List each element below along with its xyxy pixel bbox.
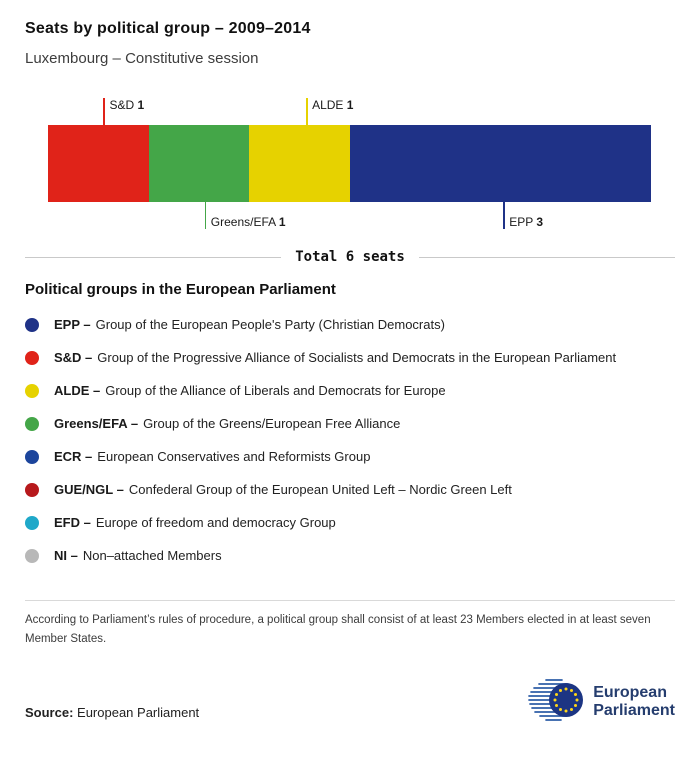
legend-item-gue-ngl	[25, 473, 675, 506]
legend-title: Political groups in the European Parliament	[25, 281, 336, 298]
callout-text: Greens/EFA 1	[210, 215, 286, 229]
callout-tick	[205, 202, 207, 229]
european-parliament-logo	[526, 677, 675, 728]
legend-dot-efd-icon	[25, 516, 39, 530]
seats-chart	[48, 98, 651, 229]
callout-tick	[103, 98, 105, 125]
legend-abbr: ECR –	[54, 449, 93, 464]
legend-dot-ni-icon	[25, 549, 39, 563]
total-seats-row	[25, 249, 675, 265]
legend-abbr: EPP –	[54, 317, 91, 332]
legend-dot-ecr-icon	[25, 450, 39, 464]
callout-tick	[306, 98, 308, 125]
legend-description: Group of the Alliance of Liberals and Democrats for Europe	[105, 383, 446, 398]
page-subtitle: Luxembourg – Constitutive session	[25, 50, 259, 67]
legend-item-s-d	[25, 341, 675, 374]
callout-text: EPP 3	[509, 215, 544, 229]
legend-description: Group of the European People's Party (Christian Democrats)	[95, 317, 445, 332]
legend-description: Group of the Greens/European Free Alliance	[143, 416, 401, 431]
legend-description: Europe of freedom and democracy Group	[95, 515, 336, 530]
legend-dot-gue-ngl-icon	[25, 483, 39, 497]
footer	[25, 677, 675, 728]
stacked-bar	[48, 125, 651, 202]
legend-list	[25, 308, 675, 572]
source-label: Source:	[25, 704, 74, 720]
legend-abbr: GUE/NGL –	[54, 482, 124, 497]
legend-description: European Conservatives and Reformists Group	[97, 449, 371, 464]
legend-description: Group of the Progressive Alliance of Socialists and Democrats in the European Parliament	[97, 350, 617, 365]
logo-word-1: European	[593, 684, 667, 702]
callout-text: S&D 1	[109, 98, 145, 112]
page-title: Seats by political group – 2009–2014	[25, 20, 311, 37]
bar-segment-s-d[interactable]	[48, 125, 149, 202]
legend-dot-s-d-icon	[25, 351, 39, 365]
legend-abbr: Greens/EFA –	[54, 416, 139, 431]
legend-dot-alde-icon	[25, 384, 39, 398]
logo-wordmark	[593, 684, 675, 721]
legend-item-ecr	[25, 440, 675, 473]
legend-description: Non–attached Members	[82, 548, 222, 563]
legend-item-epp	[25, 308, 675, 341]
legend-item-ni	[25, 539, 675, 572]
footnote-text: According to Parliament’s rules of procedure, a political group shall consist of at least 23 Members elected in at least seven Member States.	[25, 600, 675, 649]
total-divider-left	[25, 257, 281, 258]
callout-tick	[503, 202, 505, 229]
bar-segment-alde[interactable]	[249, 125, 350, 202]
bar-segment-epp[interactable]	[350, 125, 652, 202]
total-divider-right	[419, 257, 675, 258]
legend-abbr: NI –	[54, 548, 78, 563]
legend-abbr: EFD –	[54, 515, 91, 530]
legend-dot-greens-efa-icon	[25, 417, 39, 431]
legend-item-efd	[25, 506, 675, 539]
bar-segment-greens-efa[interactable]	[149, 125, 250, 202]
legend-description: Confederal Group of the European United Left – Nordic Green Left	[128, 482, 512, 497]
legend-abbr: S&D –	[54, 350, 93, 365]
legend-dot-epp-icon	[25, 318, 39, 332]
source-value: European Parliament	[77, 704, 200, 720]
legend-item-greens-efa	[25, 407, 675, 440]
eu-parliament-emblem-icon	[526, 677, 584, 728]
callout-text: ALDE 1	[312, 98, 354, 112]
legend-abbr: ALDE –	[54, 383, 101, 398]
legend-item-alde	[25, 374, 675, 407]
total-seats-label: Total 6 seats	[295, 249, 405, 265]
logo-word-2: Parliament	[593, 702, 675, 720]
source-line	[25, 705, 199, 728]
